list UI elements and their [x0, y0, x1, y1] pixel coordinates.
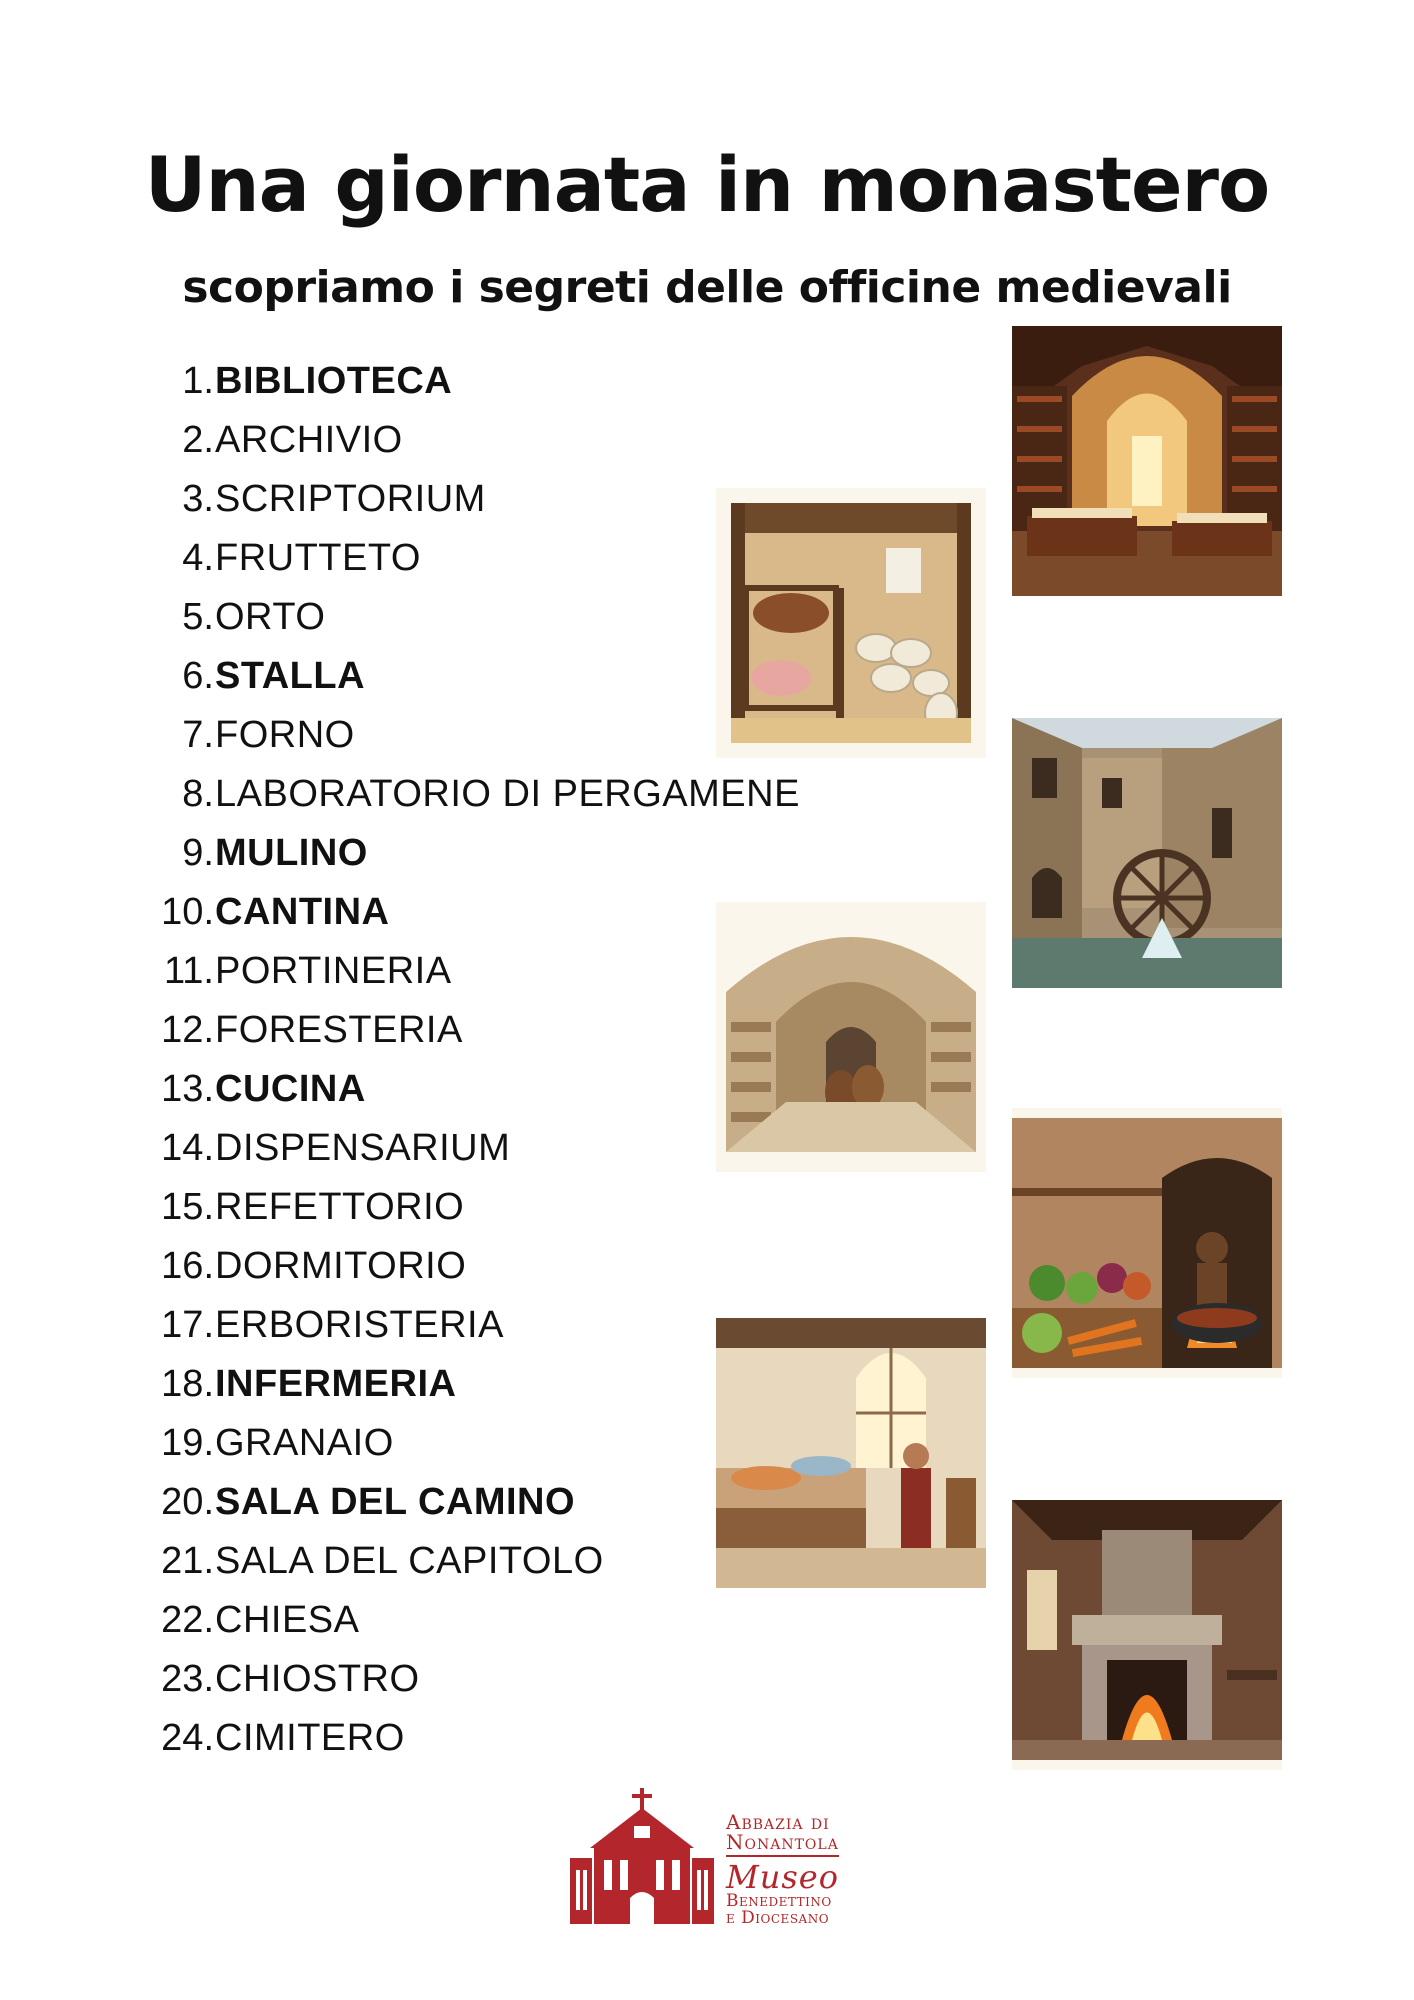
list-item	[140, 1591, 800, 1650]
item-label: REFETTORIO	[215, 1186, 465, 1228]
abbey-logo-text	[726, 1812, 839, 1927]
list-item	[140, 411, 800, 470]
list-item	[140, 1001, 800, 1060]
item-number: 3.	[182, 478, 214, 520]
list-item	[140, 1119, 800, 1178]
list-item	[140, 1355, 800, 1414]
item-label: LABORATORIO DI PERGAMENE	[215, 773, 800, 815]
list-item	[140, 470, 800, 529]
list-item	[140, 1296, 800, 1355]
item-label: BIBLIOTECA	[215, 360, 453, 402]
item-number: 21.	[161, 1540, 214, 1582]
item-number: 6.	[182, 655, 214, 697]
sala-del-camino-illustration	[1012, 1500, 1282, 1770]
item-number: 9.	[182, 832, 214, 874]
item-label: INFERMERIA	[215, 1363, 457, 1405]
list-item	[140, 1414, 800, 1473]
item-label: FRUTTETO	[215, 537, 421, 579]
item-number: 12.	[161, 1009, 214, 1051]
item-label: FORNO	[215, 714, 355, 756]
item-number: 15.	[161, 1186, 214, 1228]
item-number: 7.	[182, 714, 214, 756]
infermeria-illustration	[716, 1318, 986, 1588]
list-item	[140, 883, 800, 942]
list-item	[140, 1178, 800, 1237]
item-label: CUCINA	[215, 1068, 366, 1110]
item-label: ARCHIVIO	[215, 419, 403, 461]
item-number: 2.	[182, 419, 214, 461]
item-number: 11.	[163, 950, 214, 992]
item-label: DISPENSARIUM	[215, 1127, 511, 1169]
biblioteca-illustration	[1012, 326, 1282, 596]
item-number: 13.	[161, 1068, 214, 1110]
item-number: 20.	[161, 1481, 214, 1523]
item-label: SCRIPTORIUM	[215, 478, 486, 520]
item-number: 19.	[161, 1422, 214, 1464]
item-number: 22.	[161, 1599, 214, 1641]
page-title: Una giornata in monastero	[144, 140, 1270, 229]
item-label: STALLA	[215, 655, 366, 697]
stalla-illustration	[716, 488, 986, 758]
list-item	[140, 529, 800, 588]
list-item	[140, 588, 800, 647]
item-label: ORTO	[215, 596, 326, 638]
item-number: 1.	[182, 360, 214, 402]
item-number: 18.	[161, 1363, 214, 1405]
item-number: 23.	[161, 1658, 214, 1700]
item-number: 24.	[161, 1717, 214, 1759]
item-number: 17.	[161, 1304, 214, 1346]
item-number: 8.	[182, 773, 214, 815]
cantina-illustration	[716, 902, 986, 1172]
mulino-illustration	[1012, 718, 1282, 988]
list-item	[140, 1709, 800, 1768]
item-label: ERBORISTERIA	[215, 1304, 504, 1346]
list-item	[140, 1650, 800, 1709]
logo-line-5: e Diocesano	[726, 1908, 830, 1928]
logo-line-3: Museo	[726, 1858, 839, 1896]
item-label: DORMITORIO	[215, 1245, 467, 1287]
list-item	[140, 706, 800, 765]
cucina-illustration	[1012, 1108, 1282, 1378]
officine-list	[140, 352, 800, 1768]
item-number: 4.	[182, 537, 214, 579]
item-label: CHIOSTRO	[215, 1658, 420, 1700]
item-label: FORESTERIA	[215, 1009, 463, 1051]
logo-line-2: Nonantola	[726, 1832, 839, 1857]
item-label: GRANAIO	[215, 1422, 394, 1464]
item-label: CIMITERO	[215, 1717, 405, 1759]
list-item	[140, 824, 800, 883]
logo-line-1: Abbazia di	[726, 1810, 830, 1834]
list-item	[140, 352, 800, 411]
item-number: 10.	[161, 891, 214, 933]
list-item	[140, 647, 800, 706]
item-label: SALA DEL CAPITOLO	[215, 1540, 604, 1582]
logo-line-4: Benedettino	[726, 1891, 832, 1911]
item-label: CANTINA	[215, 891, 390, 933]
list-item	[140, 1060, 800, 1119]
item-label: MULINO	[215, 832, 368, 874]
item-number: 16.	[161, 1245, 214, 1287]
item-label: CHIESA	[215, 1599, 360, 1641]
item-label: PORTINERIA	[215, 950, 452, 992]
item-label: SALA DEL CAMINO	[215, 1481, 576, 1523]
list-item	[140, 1237, 800, 1296]
list-item	[140, 1532, 800, 1591]
list-item	[140, 942, 800, 1001]
page-subtitle: scopriamo i segreti delle officine medievali	[182, 262, 1232, 313]
item-number: 14.	[161, 1127, 214, 1169]
list-item	[140, 1473, 800, 1532]
item-number: 5.	[182, 596, 214, 638]
list-item	[140, 765, 800, 824]
